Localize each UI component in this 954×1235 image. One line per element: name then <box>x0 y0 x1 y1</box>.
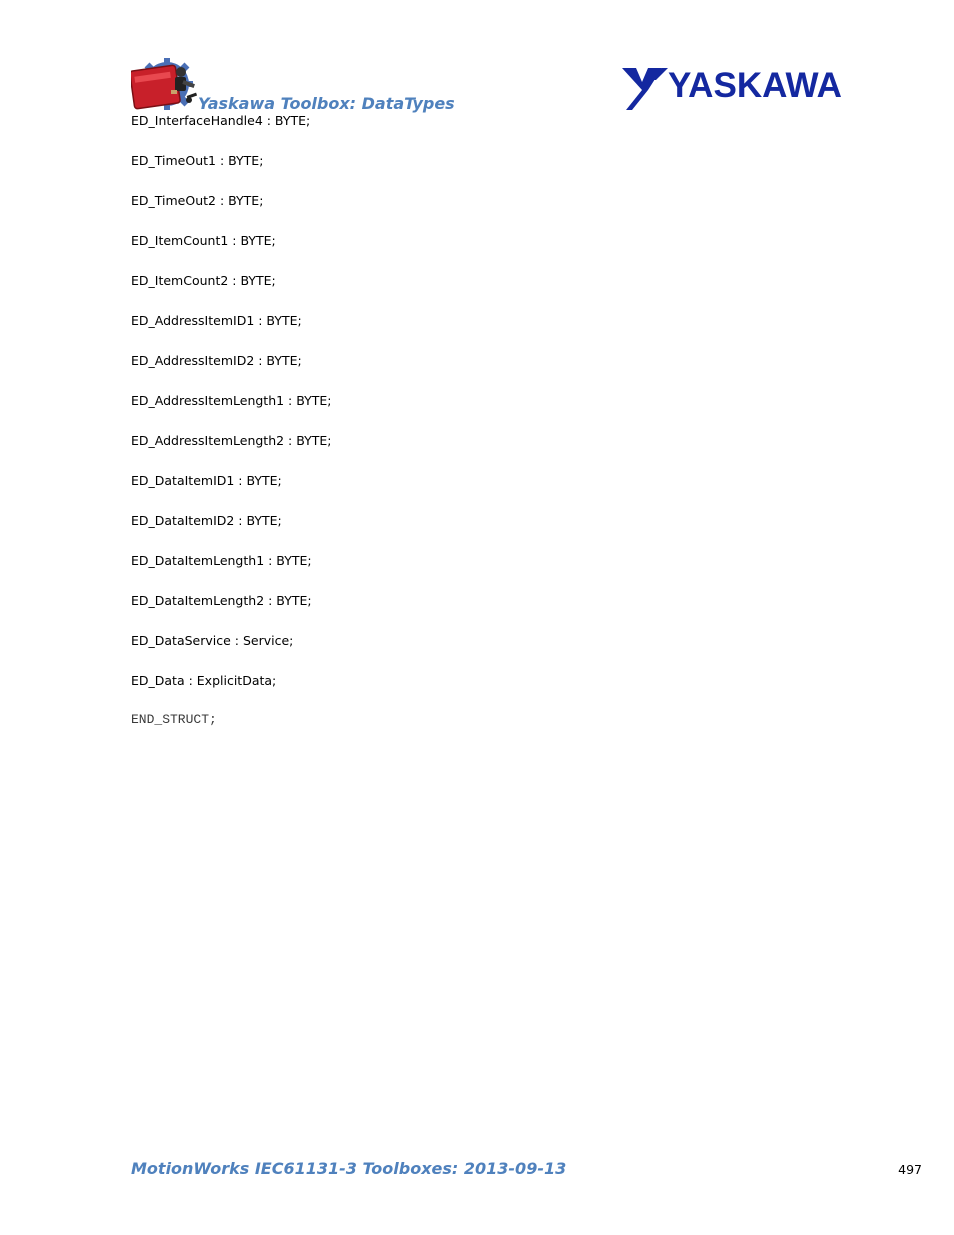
struct-field-line: ED_AddressItemLength1 : BYTE; <box>131 393 332 408</box>
toolbox-gear-robot-icon <box>131 56 199 112</box>
struct-field-line: ED_DataItemID2 : BYTE; <box>131 513 282 528</box>
toolbox-logo <box>131 56 199 112</box>
header-title: Yaskawa Toolbox: DataTypes <box>198 94 455 113</box>
brand-logo-text: YASKAWA <box>668 66 842 105</box>
struct-field-line: ED_AddressItemID2 : BYTE; <box>131 353 302 368</box>
struct-field-list <box>131 113 831 713</box>
end-struct-keyword: END_STRUCT; <box>131 712 217 727</box>
struct-field-line: ED_AddressItemID1 : BYTE; <box>131 313 302 328</box>
struct-field-line: ED_TimeOut1 : BYTE; <box>131 153 264 168</box>
struct-field-line: ED_InterfaceHandle4 : BYTE; <box>131 113 311 128</box>
struct-field-line: ED_ItemCount2 : BYTE; <box>131 273 276 288</box>
struct-field-line: ED_TimeOut2 : BYTE; <box>131 193 264 208</box>
yaskawa-logo <box>622 66 844 112</box>
struct-field-line: ED_AddressItemLength2 : BYTE; <box>131 433 332 448</box>
struct-field-line: ED_DataService : Service; <box>131 633 294 648</box>
footer-title: MotionWorks IEC61131-3 Toolboxes: 2013-09-13 <box>131 1159 567 1178</box>
struct-field-line: ED_ItemCount1 : BYTE; <box>131 233 276 248</box>
page-number: 497 <box>898 1162 922 1177</box>
struct-field-line: ED_Data : ExplicitData; <box>131 673 277 688</box>
yaskawa-brand-icon <box>622 66 844 112</box>
struct-field-line: ED_DataItemLength1 : BYTE; <box>131 553 312 568</box>
struct-field-line: ED_DataItemLength2 : BYTE; <box>131 593 312 608</box>
struct-field-line: ED_DataItemID1 : BYTE; <box>131 473 282 488</box>
